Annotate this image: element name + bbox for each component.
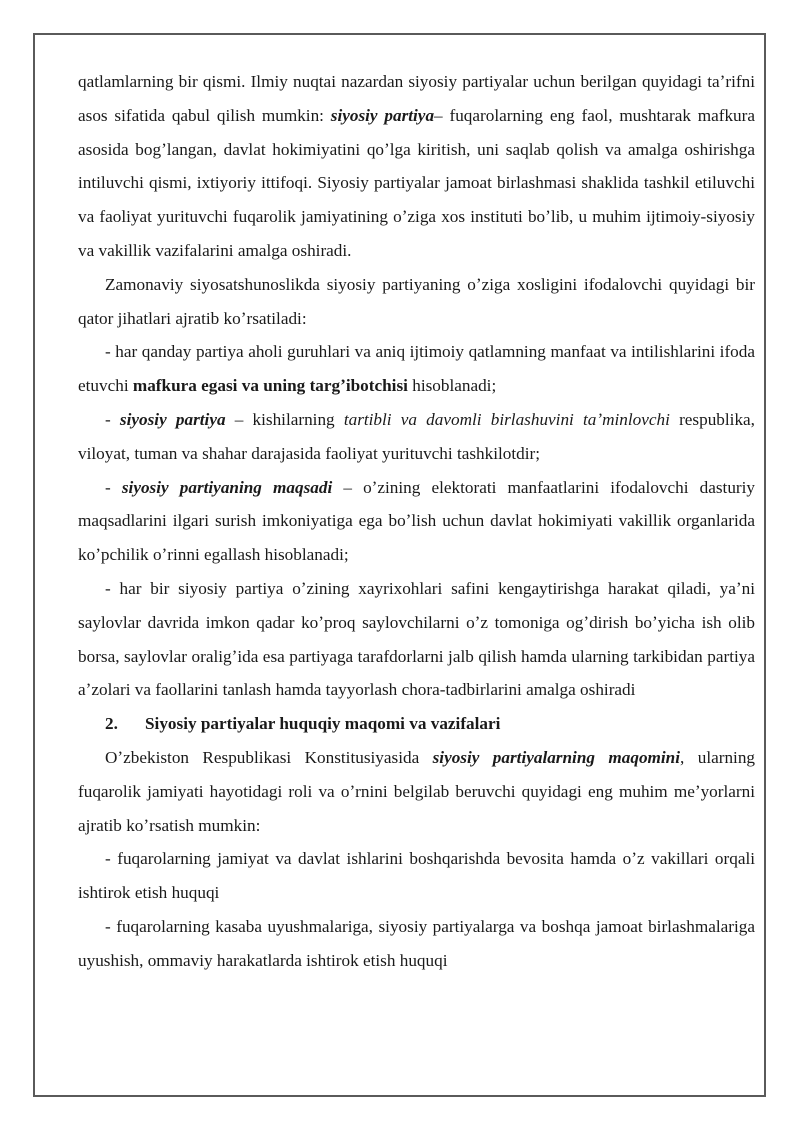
list-item-organization <box>78 403 755 471</box>
term-partiyalar-maqomi: siyosiy partiyalarning maqomini <box>432 747 681 767</box>
list-item-goal <box>78 471 755 572</box>
text: hisoblanadi; <box>407 376 497 396</box>
term-partiya-maqsadi: siyosiy partiyaning maqsadi <box>121 477 333 497</box>
section-number: 2. <box>105 714 118 734</box>
list-item-ideology <box>78 335 755 403</box>
text: , ularning fuqarolik jamiyati hayotidagi roli va oʼrnini belgilab beruvchi quyidagi eng muhim meʼyorlarni ajratib koʼrsatish mumkin: <box>78 747 756 835</box>
text: – fuqarolarning eng faol, mushtarak mafkura asosida bogʼlangan, davlat hokimiyatini qoʼlga kiritish, uni saqlab qolish va amalga oshirishga intiluvchi qismi, ixtiyoriy ittifoqi. Siyosiy partiyalar jamoat birlashmasi shaklida tashkil etiluvchi va faoliyat yurituvchi fuqarolik jamiyatining oʼziga xos instituti boʼlib, u muhim ijtimoiy-siyosiy va vakillik vazifalarini amalga oshiradi. <box>78 105 755 260</box>
text: – kishilarning <box>225 409 344 429</box>
text: - <box>105 477 122 497</box>
paragraph-constitution <box>78 741 755 842</box>
text: - <box>105 409 120 429</box>
paragraph-intro: Zamonaviy siyosatshunoslikda siyosiy partiyaning oʼziga xosligini ifodalovchi quyidagi bir qator jihatlari ajratib koʼrsatiladi: <box>78 274 755 328</box>
bold-phrase: mafkura egasi va uning targʼibotchisi <box>132 376 408 396</box>
text: – oʼzining elektorati manfaatlarini ifodalovchi dasturiy maqsadlarini ilgari surish imkoniyatiga ega boʼlish uchun davlat hokimiyati vakillik organlarida koʼpchilik oʼrinni egallash hisoblanadi; <box>78 477 755 565</box>
term-siyosiy-partiya: siyosiy partiya <box>330 105 435 125</box>
term-siyosiy-partiya: siyosiy partiya <box>119 409 226 429</box>
list-item-right-associate: - fuqarolarning kasaba uyushmalariga, siyosiy partiyalarga va boshqa jamoat birlashmalariga uyushish, ommaviy harakatlarda ishtirok etish huquqi <box>78 916 755 970</box>
paragraph-definition <box>78 65 755 268</box>
section-title: Siyosiy partiyalar huquqiy maqomi va vazifalari <box>145 714 501 734</box>
text: respublika, viloyat, tuman va shahar darajasida faoliyat yurituvchi tashkilotdir; <box>78 409 755 463</box>
text: qatlamlarning bir qismi. Ilmiy nuqtai nazardan siyosiy partiyalar uchun berilgan quyidagi taʼrifni asos sifatida qabul qilish mumkin: <box>78 72 755 125</box>
section-heading <box>78 707 755 741</box>
list-item-right-govern: - fuqarolarning jamiyat va davlat ishlarini boshqarishda bevosita hamda oʼz vakillari orqali ishtirok etish huquqi <box>78 849 755 903</box>
italic-phrase: tartibli va davomli birlashuvini taʼminlovchi <box>343 409 670 429</box>
text: - har qanday partiya aholi guruhlari va aniq ijtimoiy qatlamning manfaat va intilishlarini ifoda etuvchi <box>78 342 755 396</box>
document-body <box>78 65 755 978</box>
list-item-supporters: - har bir siyosiy partiya oʼzining xayrixohlari safini kengaytirishga harakat qiladi, yaʼni saylovlar davrida imkon qadar koʼproq saylovchilarni oʼz tomoniga ogʼdirish boʼyicha ish olib borsa, saylovlar oraligʼida esa partiyaga tarafdorlarni jalb qilish hamda ularning tarkibidan partiya aʼzolari va faollarini tanlash hamda tayyorlash chora-tadbirlarini amalga oshiradi <box>78 578 755 700</box>
text: Oʼzbekiston Respublikasi Konstitusiyasida <box>105 747 433 767</box>
